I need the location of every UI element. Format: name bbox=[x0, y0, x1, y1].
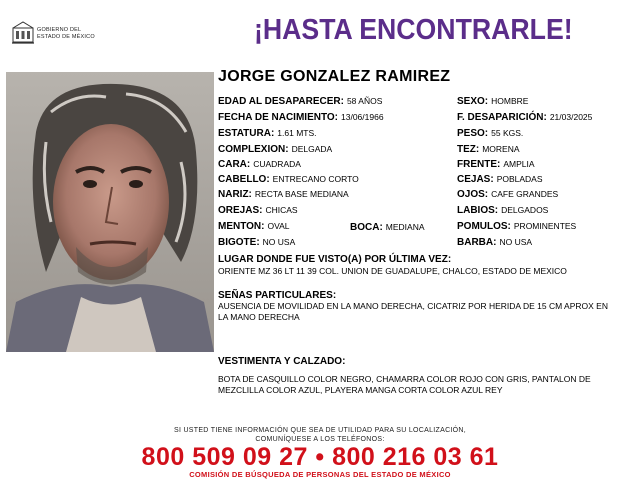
last-seen-title: LUGAR DONDE FUE VISTO(A) POR ÚLTIMA VEZ: bbox=[218, 254, 452, 265]
field-label: NARIZ: bbox=[218, 189, 252, 200]
field-value: CUADRADA bbox=[253, 159, 301, 169]
marks-text: AUSENCIA DE MOVILIDAD EN LA MANO DERECHA, CICATRIZ POR HERIDA DE 15 CM APROX EN LA MANO DERECHA bbox=[218, 301, 608, 322]
footer-note-1: SI USTED TIENE INFORMACIÓN QUE SEA DE UTILIDAD PARA SU LOCALIZACIÓN, bbox=[173, 427, 467, 434]
field-label: TEZ: bbox=[457, 144, 480, 155]
field-label: FECHA DE NACIMIENTO: bbox=[218, 112, 338, 123]
field-pomulos bbox=[457, 221, 576, 232]
field-ojos bbox=[457, 189, 558, 200]
field-value: 1.61 MTS. bbox=[277, 128, 317, 138]
field-label: PESO: bbox=[457, 128, 489, 139]
field-orejas bbox=[218, 205, 298, 216]
field-boca bbox=[350, 222, 425, 233]
commission-name: COMISIÓN DE BÚSQUEDA DE PERSONAS DEL ESTADO DE MÉXICO bbox=[189, 470, 451, 479]
field-label: F. DESAPARICIÓN: bbox=[457, 112, 547, 123]
field-edad bbox=[218, 96, 382, 107]
field-cabello bbox=[218, 174, 359, 185]
government-logo bbox=[10, 20, 120, 46]
clothing-title: VESTIMENTA Y CALZADO: bbox=[218, 356, 346, 367]
field-value: MORENA bbox=[482, 144, 520, 154]
field-label: CABELLO: bbox=[218, 174, 270, 185]
field-value: PROMINENTES bbox=[513, 221, 577, 231]
field-cara bbox=[218, 159, 301, 170]
field-value: DELGADOS bbox=[501, 205, 549, 215]
field-value: CHICAS bbox=[265, 205, 298, 215]
phone-numbers: 800 509 09 27 • 800 216 03 61 bbox=[141, 443, 499, 471]
field-value: NO USA bbox=[262, 237, 296, 247]
field-nariz bbox=[218, 189, 349, 200]
field-cejas bbox=[457, 174, 543, 185]
field-value: RECTA BASE MEDIANA bbox=[254, 189, 349, 199]
field-label: FRENTE: bbox=[457, 159, 501, 170]
field-value: NO USA bbox=[499, 237, 533, 247]
field-label: COMPLEXION: bbox=[218, 144, 289, 155]
field-label: CEJAS: bbox=[457, 174, 494, 185]
field-value: OVAL bbox=[267, 221, 290, 231]
field-label: SEXO: bbox=[457, 96, 489, 107]
field-fecha-nacimiento bbox=[218, 112, 384, 123]
field-label: OREJAS: bbox=[218, 205, 263, 216]
field-value: AMPLIA bbox=[503, 159, 535, 169]
field-value: DELGADA bbox=[291, 144, 333, 154]
field-label: POMULOS: bbox=[457, 221, 511, 232]
field-frente bbox=[457, 159, 535, 170]
field-estatura bbox=[218, 128, 317, 139]
field-label: BIGOTE: bbox=[218, 237, 260, 248]
field-value: ENTRECANO CORTO bbox=[272, 174, 359, 184]
field-label: OJOS: bbox=[457, 189, 489, 200]
field-label: EDAD AL DESAPARECER: bbox=[218, 96, 344, 107]
field-value: 58 AÑOS bbox=[346, 96, 383, 106]
field-value: 21/03/2025 bbox=[549, 112, 593, 122]
field-value: 55 KGS. bbox=[491, 128, 524, 138]
field-fecha-desaparicion bbox=[457, 112, 592, 123]
field-label: BOCA: bbox=[350, 222, 383, 233]
field-complexion bbox=[218, 144, 332, 155]
field-menton bbox=[218, 221, 290, 232]
field-label: MENTON: bbox=[218, 221, 265, 232]
government-name bbox=[37, 27, 95, 41]
state-emblem-icon bbox=[10, 20, 36, 46]
last-seen-text: ORIENTE MZ 36 LT 11 39 COL. UNION DE GUADALUPE, CHALCO, ESTADO DE MEXICO bbox=[218, 266, 567, 276]
clothing-text: BOTA DE CASQUILLO COLOR NEGRO, CHAMARRA COLOR ROJO CON GRIS, PANTALON DE MEZCLILLA COLOR AZUL, PLAYERA MANGA CORTA COLOR AZUL REY bbox=[218, 374, 591, 395]
field-label: LABIOS: bbox=[457, 205, 499, 216]
field-value: POBLADAS bbox=[496, 174, 543, 184]
field-peso bbox=[457, 128, 523, 139]
field-labios bbox=[457, 205, 548, 216]
marks-title: SEÑAS PARTICULARES: bbox=[218, 290, 337, 301]
footer-note-2: COMUNÍQUESE A LOS TELÉFONOS: bbox=[255, 436, 385, 443]
missing-person-photo bbox=[6, 72, 214, 352]
field-value: CAFE GRANDES bbox=[491, 189, 559, 199]
field-value: HOMBRE bbox=[491, 96, 529, 106]
headline: ¡HASTA ENCONTRARLE! bbox=[254, 14, 573, 46]
person-name: JORGE GONZALEZ RAMIREZ bbox=[218, 68, 451, 85]
gov-line-2: ESTADO DE MÉXICO bbox=[37, 34, 95, 40]
field-value: MEDIANA bbox=[385, 222, 425, 232]
gov-line-1: GOBIERNO DEL bbox=[37, 27, 82, 33]
field-sexo bbox=[457, 96, 528, 107]
field-barba bbox=[457, 237, 532, 248]
field-label: BARBA: bbox=[457, 237, 497, 248]
field-bigote bbox=[218, 237, 295, 248]
field-label: ESTATURA: bbox=[218, 128, 275, 139]
field-label: CARA: bbox=[218, 159, 251, 170]
field-value: 13/06/1966 bbox=[341, 112, 384, 122]
field-tez bbox=[457, 144, 520, 155]
